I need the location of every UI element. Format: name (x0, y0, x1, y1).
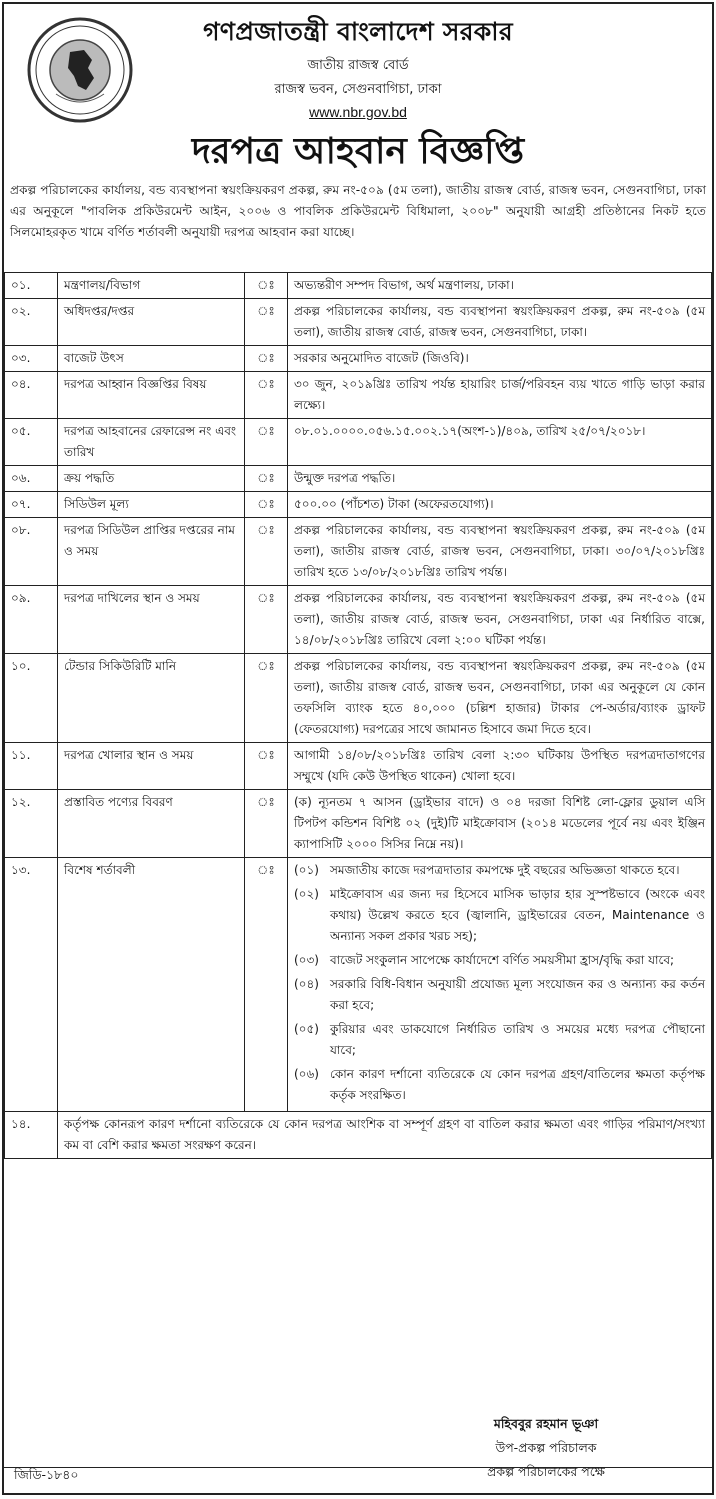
row-label: অধিদপ্তর/দপ্তর (58, 299, 245, 346)
row-number: ০৭. (5, 492, 58, 518)
government-title: গণপ্রজাতন্ত্রী বাংলাদেশ সরকার (203, 17, 513, 46)
row-number: ১২. (5, 790, 58, 858)
row-colon: ঃ (245, 790, 288, 858)
row-label: বাজেট উৎস (58, 346, 245, 372)
table-row-special-conditions (5, 858, 712, 1112)
table-row (5, 419, 712, 466)
notice-header (4, 4, 712, 176)
table-row (5, 790, 712, 858)
row-label: দরপত্র খোলার স্থান ও সময় (58, 743, 245, 790)
row-number: ০৫. (5, 419, 58, 466)
table-row (5, 273, 712, 299)
condition-number: (০৪) (294, 977, 319, 991)
row-value: ৩০ জুন, ২০১৯খ্রিঃ তারিখ পর্যন্ত হায়ারিং চার্জ/পরিবহন ব্যয় খাতে গাড়ি ভাড়া করার লক্ষ্যে। (288, 372, 712, 419)
board-name: জাতীয় রাজস্ব বোর্ড (307, 58, 409, 73)
conditions-list (288, 858, 712, 1112)
row-value: অভ্যন্তরীণ সম্পদ বিভাগ, অর্থ মন্ত্রণালয়, ঢাকা। (288, 273, 712, 299)
condition-text: বাজেট সংকুলান সাপেক্ষে কার্যাদেশে বর্ণিত সময়সীমা হ্রাস/বৃদ্ধি করা যাবে; (330, 953, 675, 967)
condition-text: মাইক্রোবাস এর জন্য দর হিসেবে মাসিক ভাড়ার হার সুস্পষ্টভাবে (অংকে এবং কথায়) উল্লেখ করতে হবে (জ্বালানি, ড্রাইভারের বেতন, Maintenance ও অন্যান্য সকল প্রকার খরচ সহ); (330, 887, 705, 943)
condition-item (294, 860, 705, 881)
signatory-designation: উপ-প্রকল্প পরিচালক (495, 1440, 597, 1455)
notice-title: দরপত্র আহবান বিজ্ঞপ্তি (191, 131, 525, 172)
row-number: ০৯. (5, 586, 58, 654)
row-colon: ঃ (245, 743, 288, 790)
row-value: প্রকল্প পরিচালকের কার্যালয়, বন্ড ব্যবস্থাপনা স্বয়ংক্রিয়করণ প্রকল্প, রুম নং-৫০৯ (৫ম তলা), জাতীয় রাজস্ব বোর্ড, রাজস্ব ভবন, সেগুনবাগিচা, ঢাকা। ৩০/০৭/২০১৮খ্রিঃ তারিখ হতে ১৩/০৮/২০১৮খ্রিঃ তারিখ পর্যন্ত। (288, 518, 712, 586)
row-value: প্রকল্প পরিচালকের কার্যালয়, বন্ড ব্যবস্থাপনা স্বয়ংক্রিয়করণ প্রকল্প, রুম নং-৫০৯ (৫ম তলা), জাতীয় রাজস্ব বোর্ড, রাজস্ব ভবন, সেগুনবাগিচা, ঢাকা। (288, 299, 712, 346)
row-colon: ঃ (245, 299, 288, 346)
row-value: (ক) ন্যূনতম ৭ আসন (ড্রাইভার বাদে) ও ০৪ দরজা বিশিষ্ট লো-ফ্লোর ডুয়াল এসি টিপটপ কন্ডিশন বিশিষ্ট ০২ (দুই)টি মাইক্রোবাস (২০১৪ মডেলের পূর্বে নয় এবং ইঞ্জিন ক্যাপাসিটি ২০০০ সিসির নিম্নে নয়)। (288, 790, 712, 858)
row-label: দরপত্র সিডিউল প্রাপ্তির দপ্তরের নাম ও সময় (58, 518, 245, 586)
table-row (5, 466, 712, 492)
row-colon: ঃ (245, 372, 288, 419)
row-label: ক্রয় পদ্ধতি (58, 466, 245, 492)
table-row (5, 372, 712, 419)
condition-text: সরকারি বিধি-বিধান অনুযায়ী প্রযোজ্য মূল্য সংযোজন কর ও অন্যান্য কর কর্তন করা হবে; (330, 977, 705, 1012)
row-number: ১১. (5, 743, 58, 790)
condition-number: (০৩) (294, 953, 319, 967)
tender-details-table (4, 272, 712, 1159)
row-number: ১৪. (5, 1112, 58, 1159)
condition-item (294, 884, 705, 947)
row-value: ০৮.০১.০০০০.০৫৬.১৫.০০২.১৭(অংশ-১)/৪০৯, তারিখ ২৫/০৭/২০১৮। (288, 419, 712, 466)
row-colon: ঃ (245, 492, 288, 518)
row-label: দরপত্র আহবানের রেফারেন্স নং এবং তারিখ (58, 419, 245, 466)
row-number: ১০. (5, 654, 58, 743)
row-label: সিডিউল মূল্য (58, 492, 245, 518)
row-label: টেন্ডার সিকিউরিটি মানি (58, 654, 245, 743)
table-row (5, 299, 712, 346)
signatory-on-behalf: প্রকল্প পরিচালকের পক্ষে (487, 1464, 605, 1479)
table-row (5, 518, 712, 586)
table-row (5, 743, 712, 790)
row-number: ০২. (5, 299, 58, 346)
table-row (5, 492, 712, 518)
condition-item (294, 1064, 705, 1106)
row-colon: ঃ (245, 346, 288, 372)
table-row (5, 586, 712, 654)
row-label: দরপত্র দাখিলের স্থান ও সময় (58, 586, 245, 654)
tender-notice-page (2, 2, 714, 1495)
row-value: উন্মুক্ত দরপত্র পদ্ধতি। (288, 466, 712, 492)
condition-text: কোন কারণ দর্শানো ব্যতিরেকে যে কোন দরপত্র গ্রহণ/বাতিলের ক্ষমতা কর্তৃপক্ষ কর্তৃক সংরক্ষিত। (330, 1067, 705, 1102)
row-colon: ঃ (245, 858, 288, 1112)
condition-number: (০২) (294, 887, 319, 901)
authority-clause-text: কর্তৃপক্ষ কোনরূপ কারণ দর্শানো ব্যতিরেকে যে কোন দরপত্র আংশিক বা সম্পূর্ণ গ্রহণ বা বাতিল করার ক্ষমতা এবং গাড়ির পরিমাণ/সংখ্যা কম বা বেশি করার ক্ষমতা সংরক্ষণ করেন। (58, 1112, 712, 1159)
board-address: রাজস্ব ভবন, সেগুনবাগিচা, ঢাকা (274, 82, 442, 97)
row-number: ০৬. (5, 466, 58, 492)
signatory-name: মহিববুর রহমান ভূঞা (493, 1416, 599, 1431)
website-link[interactable]: www.nbr.gov.bd (309, 104, 407, 120)
row-colon: ঃ (245, 586, 288, 654)
condition-number: (০১) (294, 863, 319, 877)
intro-paragraph: প্রকল্প পরিচালকের কার্যালয়, বন্ড ব্যবস্থাপনা স্বয়ংক্রিয়করণ প্রকল্প, রুম নং-৫০৯ (৫ম তলা), জাতীয় রাজস্ব বোর্ড, রাজস্ব ভবন, সেগুনবাগিচা, ঢাকা এর অনুকূলে "পাবলিক প্রকিউরমেন্ট আইন, ২০০৬ ও পাবলিক প্রকিউরমেন্ট বিধিমালা, ২০০৮" অনুযায়ী আগ্রহী প্রতিষ্ঠানের নিকট হতে সিলমোহরকৃত খামে বর্ণিত শর্তাবলী অনুযায়ী দরপত্র আহবান করা যাচ্ছে। (10, 183, 706, 239)
row-label: দরপত্র আহ্বান বিজ্ঞপ্তির বিষয় (58, 372, 245, 419)
table-row-authority-clause (5, 1112, 712, 1159)
row-number: ১৩. (5, 858, 58, 1112)
signature-block (446, 1412, 646, 1484)
table-row (5, 654, 712, 743)
row-label: প্রস্তাবিত পণ্যের বিবরণ (58, 790, 245, 858)
table-row (5, 346, 712, 372)
row-number: ০৩. (5, 346, 58, 372)
row-colon: ঃ (245, 466, 288, 492)
row-number: ০১. (5, 273, 58, 299)
row-colon: ঃ (245, 518, 288, 586)
footer-divider (4, 1467, 712, 1468)
gd-code: জিডি-১৮৪০ (14, 1467, 79, 1482)
row-value: সরকার অনুমোদিত বাজেট (জিওবি)। (288, 346, 712, 372)
row-label: বিশেষ শর্তাবলী (58, 858, 245, 1112)
condition-item (294, 1019, 705, 1061)
row-number: ০৮. (5, 518, 58, 586)
row-colon: ঃ (245, 419, 288, 466)
condition-item (294, 950, 705, 971)
row-label: মন্ত্রণালয়/বিভাগ (58, 273, 245, 299)
condition-number: (০৬) (294, 1067, 319, 1081)
row-value: ৫০০.০০ (পাঁচশত) টাকা (অফেরতযোগ্য)। (288, 492, 712, 518)
row-value: প্রকল্প পরিচালকের কার্যালয়, বন্ড ব্যবস্থাপনা স্বয়ংক্রিয়করণ প্রকল্প, রুম নং-৫০৯ (৫ম তলা), জাতীয় রাজস্ব বোর্ড, রাজস্ব ভবন, সেগুনবাগিচা, ঢাকা এর অনুকূলে যে কোন তফসিলি ব্যাংক হতে ৪০,০০০ (চল্লিশ হাজার) টাকার পে-অর্ডার/ব্যাংক ড্রাফট (ফেতরযোগ্য) দরপত্রের সাথে জামানত হিসাবে জমা দিতে হবে। (288, 654, 712, 743)
row-number: ০৪. (5, 372, 58, 419)
condition-item (294, 974, 705, 1016)
condition-text: সমজাতীয় কাজে দরপত্রদাতার কমপক্ষে দুই বছরের অভিজ্ঞতা থাকতে হবে। (330, 863, 680, 877)
row-value: আগামী ১৪/০৮/২০১৮খ্রিঃ তারিখ বেলা ২:৩০ ঘটিকায় উপস্থিত দরপত্রদাতাগণের সম্মুখে (যদি কেউ উপস্থিত থাকেন) খোলা হবে। (288, 743, 712, 790)
row-colon: ঃ (245, 273, 288, 299)
condition-text: কুরিয়ার এবং ডাকযোগে নির্ধারিত তারিখ ও সময়ের মধ্যে দরপত্র পৌছানো যাবে; (330, 1022, 705, 1057)
row-value: প্রকল্প পরিচালকের কার্যালয়, বন্ড ব্যবস্থাপনা স্বয়ংক্রিয়করণ প্রকল্প, রুম নং-৫০৯ (৫ম তলা), জাতীয় রাজস্ব বোর্ড, রাজস্ব ভবন, সেগুনবাগিচা, ঢাকা এর নির্ধারিত বাক্সে, ১৪/০৮/২০১৮খ্রিঃ তারিখে বেলা ২:০০ ঘটিকা পর্যন্ত। (288, 586, 712, 654)
row-colon: ঃ (245, 654, 288, 743)
condition-number: (০৫) (294, 1022, 319, 1036)
